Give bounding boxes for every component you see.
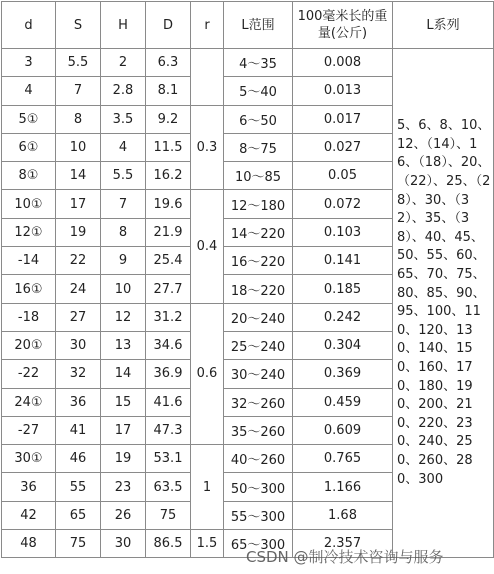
cell-l-range: 55～300 xyxy=(224,501,293,529)
cell-s: 27 xyxy=(56,303,101,331)
cell-h: 9 xyxy=(101,247,146,275)
header-l-series: L系列 xyxy=(393,2,494,49)
cell-h: 2.8 xyxy=(101,77,146,105)
cell-s: 46 xyxy=(56,445,101,473)
cell-weight: 0.072 xyxy=(293,190,393,218)
cell-l-range: 16～220 xyxy=(224,247,293,275)
cell-weight: 0.017 xyxy=(293,105,393,133)
cell-h: 5.5 xyxy=(101,162,146,190)
cell-h: 3.5 xyxy=(101,105,146,133)
cell-h: 13 xyxy=(101,331,146,359)
cell-h: 26 xyxy=(101,501,146,529)
header-r: r xyxy=(191,2,224,49)
cell-dd: 19.6 xyxy=(146,190,191,218)
cell-d: 24① xyxy=(2,388,56,416)
cell-weight: 0.369 xyxy=(293,360,393,388)
cell-h: 30 xyxy=(101,530,146,558)
cell-r: 0.3 xyxy=(191,105,224,190)
cell-l-range: 14～220 xyxy=(224,218,293,246)
cell-s: 7 xyxy=(56,77,101,105)
cell-dd: 41.6 xyxy=(146,388,191,416)
cell-r xyxy=(191,49,224,106)
cell-dd: 27.7 xyxy=(146,275,191,303)
cell-l-range: 30～240 xyxy=(224,360,293,388)
cell-l-range: 25～240 xyxy=(224,331,293,359)
cell-dd: 16.2 xyxy=(146,162,191,190)
cell-dd: 36.9 xyxy=(146,360,191,388)
cell-weight: 0.304 xyxy=(293,331,393,359)
cell-s: 75 xyxy=(56,530,101,558)
cell-dd: 9.2 xyxy=(146,105,191,133)
cell-dd: 8.1 xyxy=(146,77,191,105)
cell-weight: 0.765 xyxy=(293,445,393,473)
header-s: S xyxy=(56,2,101,49)
cell-l-range: 18～220 xyxy=(224,275,293,303)
cell-weight: 0.103 xyxy=(293,218,393,246)
header-h: H xyxy=(101,2,146,49)
cell-d: 42 xyxy=(2,501,56,529)
cell-weight: 2.357 xyxy=(293,530,393,558)
cell-weight: 0.185 xyxy=(293,275,393,303)
cell-h: 12 xyxy=(101,303,146,331)
cell-d: -27 xyxy=(2,416,56,444)
cell-l-range: 8～75 xyxy=(224,133,293,161)
cell-weight: 0.609 xyxy=(293,416,393,444)
cell-weight: 0.05 xyxy=(293,162,393,190)
cell-s: 55 xyxy=(56,473,101,501)
cell-h: 8 xyxy=(101,218,146,246)
cell-r: 1.5 xyxy=(191,530,224,558)
cell-s: 22 xyxy=(56,247,101,275)
cell-s: 36 xyxy=(56,388,101,416)
cell-dd: 6.3 xyxy=(146,49,191,77)
cell-l-series: 5、6、8、10、12、（14）、16、（18）、20、（22）、25、（28）、30、（32）、35、（38）、40、45、50、55、60、65、70、75、80、85、90、95、100、110、120、130、140、150、160、170、180、190、200、210、220、230、240、250、260、280、300 xyxy=(393,49,494,558)
cell-r: 0.4 xyxy=(191,190,224,303)
cell-h: 7 xyxy=(101,190,146,218)
cell-r: 1 xyxy=(191,445,224,530)
cell-s: 19 xyxy=(56,218,101,246)
cell-l-range: 10～85 xyxy=(224,162,293,190)
cell-h: 10 xyxy=(101,275,146,303)
header-dd: D xyxy=(146,2,191,49)
cell-s: 5.5 xyxy=(56,49,101,77)
cell-weight: 0.242 xyxy=(293,303,393,331)
cell-d: 3 xyxy=(2,49,56,77)
cell-d: 8① xyxy=(2,162,56,190)
watermark: CSDN @制冷技术咨询与服务 xyxy=(246,548,444,566)
cell-d: -14 xyxy=(2,247,56,275)
cell-d: 10① xyxy=(2,190,56,218)
cell-s: 8 xyxy=(56,105,101,133)
cell-l-range: 40～260 xyxy=(224,445,293,473)
cell-l-range: 4～35 xyxy=(224,49,293,77)
cell-d: 20① xyxy=(2,331,56,359)
header-d: d xyxy=(2,2,56,49)
cell-weight: 1.166 xyxy=(293,473,393,501)
header-weight: 100毫米长的重量(公斤) xyxy=(293,2,393,49)
spec-table xyxy=(1,1,494,558)
cell-d: -22 xyxy=(2,360,56,388)
cell-weight: 1.68 xyxy=(293,501,393,529)
cell-d: 36 xyxy=(2,473,56,501)
cell-dd: 31.2 xyxy=(146,303,191,331)
cell-d: 48 xyxy=(2,530,56,558)
cell-dd: 75 xyxy=(146,501,191,529)
cell-d: 12① xyxy=(2,218,56,246)
cell-s: 14 xyxy=(56,162,101,190)
cell-d: 6① xyxy=(2,133,56,161)
table-body xyxy=(2,49,494,558)
cell-d: 4 xyxy=(2,77,56,105)
cell-s: 41 xyxy=(56,416,101,444)
cell-l-range: 35～260 xyxy=(224,416,293,444)
cell-dd: 11.5 xyxy=(146,133,191,161)
cell-l-range: 50～300 xyxy=(224,473,293,501)
cell-d: 16① xyxy=(2,275,56,303)
cell-weight: 0.013 xyxy=(293,77,393,105)
cell-d: 30① xyxy=(2,445,56,473)
cell-s: 17 xyxy=(56,190,101,218)
cell-l-range: 20～240 xyxy=(224,303,293,331)
cell-d: 5① xyxy=(2,105,56,133)
cell-l-range: 32～260 xyxy=(224,388,293,416)
cell-weight: 0.008 xyxy=(293,49,393,77)
cell-h: 17 xyxy=(101,416,146,444)
header-l-range: L范围 xyxy=(224,2,293,49)
cell-l-range: 65～300 xyxy=(224,530,293,558)
cell-dd: 25.4 xyxy=(146,247,191,275)
cell-s: 10 xyxy=(56,133,101,161)
table-row xyxy=(2,49,494,77)
cell-r: 0.6 xyxy=(191,303,224,444)
cell-s: 24 xyxy=(56,275,101,303)
cell-h: 19 xyxy=(101,445,146,473)
header-row xyxy=(2,2,494,49)
cell-weight: 0.027 xyxy=(293,133,393,161)
cell-weight: 0.459 xyxy=(293,388,393,416)
cell-dd: 47.3 xyxy=(146,416,191,444)
cell-dd: 63.5 xyxy=(146,473,191,501)
cell-h: 23 xyxy=(101,473,146,501)
cell-l-range: 5～40 xyxy=(224,77,293,105)
cell-dd: 34.6 xyxy=(146,331,191,359)
cell-h: 2 xyxy=(101,49,146,77)
cell-l-range: 6～50 xyxy=(224,105,293,133)
cell-h: 4 xyxy=(101,133,146,161)
cell-l-range: 12～180 xyxy=(224,190,293,218)
cell-dd: 86.5 xyxy=(146,530,191,558)
cell-s: 30 xyxy=(56,331,101,359)
cell-dd: 21.9 xyxy=(146,218,191,246)
cell-weight: 0.141 xyxy=(293,247,393,275)
cell-d: -18 xyxy=(2,303,56,331)
cell-h: 15 xyxy=(101,388,146,416)
cell-s: 65 xyxy=(56,501,101,529)
cell-h: 14 xyxy=(101,360,146,388)
cell-s: 32 xyxy=(56,360,101,388)
cell-dd: 53.1 xyxy=(146,445,191,473)
